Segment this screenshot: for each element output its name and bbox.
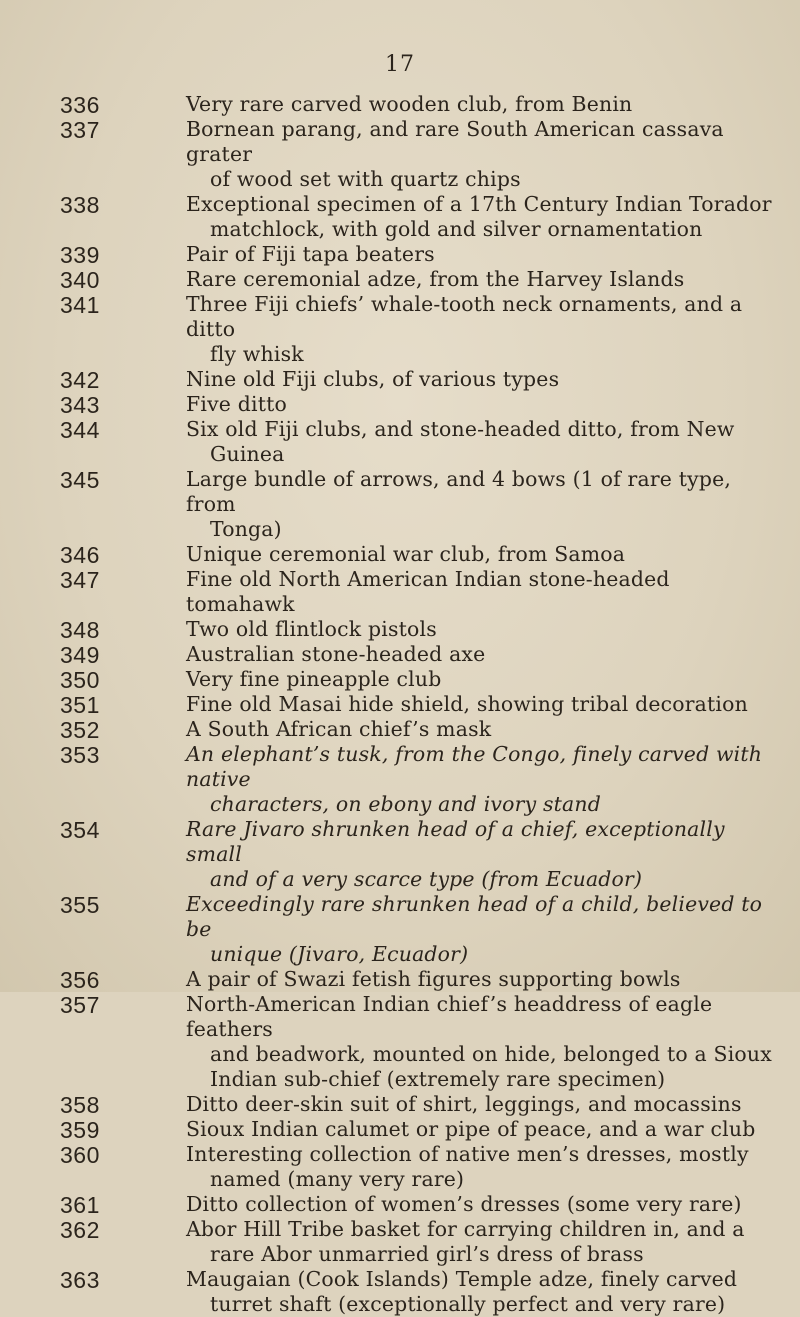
- lot-entry: [0, 1117, 800, 1142]
- description-line: Rare Jivaro shrunken head of a chief, exceptionally small: [186, 817, 725, 866]
- lot-description: [186, 892, 774, 967]
- description-line: of wood set with quartz chips: [210, 167, 521, 191]
- lot-entry: [0, 292, 800, 367]
- description-line: Indian sub-chief (extremely rare specimen): [210, 1067, 666, 1091]
- lot-entry: [0, 742, 800, 817]
- description-line: named (many very rare): [210, 1167, 465, 1191]
- lot-description: [186, 1142, 774, 1192]
- lot-description: [186, 267, 774, 292]
- lot-description: [186, 642, 774, 667]
- description-line: and of a very scarce type (from Ecuador): [210, 867, 643, 891]
- description-line: Ditto deer-skin suit of shirt, leggings, and mocassins: [186, 1092, 742, 1116]
- lot-number: 337: [60, 117, 100, 143]
- description-line: Interesting collection of native men’s dresses, mostly: [186, 1142, 749, 1166]
- lot-entry: [0, 667, 800, 692]
- description-line: turret shaft (exceptionally perfect and very rare): [210, 1292, 726, 1316]
- lot-entry: [0, 717, 800, 742]
- description-line: Nine old Fiji clubs, of various types: [186, 367, 560, 391]
- description-line: Maugaian (Cook Islands) Temple adze, finely carved: [186, 1267, 738, 1291]
- description-line: Fine old Masai hide shield, showing tribal decoration: [186, 692, 748, 716]
- lot-number: 339: [60, 242, 100, 268]
- lot-entry: [0, 967, 800, 992]
- description-line: Very fine pineapple club: [186, 667, 442, 691]
- description-line: Sioux Indian calumet or pipe of peace, and a war club: [186, 1117, 756, 1141]
- description-line: Guinea: [210, 442, 285, 466]
- lot-list: [0, 92, 800, 1317]
- lot-description: [186, 192, 774, 242]
- description-line: Large bundle of arrows, and 4 bows (1 of rare type, from: [186, 467, 732, 516]
- lot-number: 344: [60, 417, 100, 443]
- description-line: Six old Fiji clubs, and stone-headed ditto, from New: [186, 417, 735, 441]
- lot-entry: [0, 417, 800, 467]
- lot-description: [186, 242, 774, 267]
- description-line: rare Abor unmarried girl’s dress of brass: [210, 1242, 644, 1266]
- lot-description: [186, 667, 774, 692]
- lot-entry: [0, 367, 800, 392]
- description-line: Five ditto: [186, 392, 287, 416]
- description-line: Exceptional specimen of a 17th Century Indian Torador: [186, 192, 772, 216]
- lot-description: [186, 1267, 774, 1317]
- lot-description: [186, 467, 774, 542]
- lot-entry: [0, 992, 800, 1092]
- description-line: Bornean parang, and rare South American cassava grater: [186, 117, 724, 166]
- description-line: Exceedingly rare shrunken head of a child, believed to be: [186, 892, 763, 941]
- lot-entry: [0, 1092, 800, 1117]
- lot-entry: [0, 192, 800, 242]
- lot-entry: [0, 542, 800, 567]
- lot-number: 360: [60, 1142, 100, 1168]
- lot-description: [186, 992, 774, 1092]
- lot-description: [186, 1092, 774, 1117]
- lot-description: [186, 567, 774, 617]
- lot-number: 352: [60, 717, 100, 743]
- lot-entry: [0, 567, 800, 617]
- lot-number: 353: [60, 742, 100, 768]
- lot-number: 338: [60, 192, 100, 218]
- lot-description: [186, 617, 774, 642]
- lot-entry: [0, 467, 800, 542]
- lot-entry: [0, 92, 800, 117]
- lot-description: [186, 392, 774, 417]
- lot-number: 361: [60, 1192, 100, 1218]
- description-line: Abor Hill Tribe basket for carrying children in, and a: [186, 1217, 745, 1241]
- lot-number: 351: [60, 692, 100, 718]
- description-line: Two old flintlock pistols: [186, 617, 437, 641]
- lot-number: 363: [60, 1267, 100, 1293]
- lot-number: 341: [60, 292, 100, 318]
- lot-number: 355: [60, 892, 100, 918]
- lot-entry: [0, 692, 800, 717]
- lot-number: 340: [60, 267, 100, 293]
- lot-number: 356: [60, 967, 100, 993]
- lot-description: [186, 717, 774, 742]
- lot-description: [186, 542, 774, 567]
- lot-number: 336: [60, 92, 100, 118]
- description-line: Tonga): [210, 517, 282, 541]
- lot-entry: [0, 617, 800, 642]
- description-line: and beadwork, mounted on hide, belonged to a Sioux: [210, 1042, 772, 1066]
- description-line: Ditto collection of women’s dresses (some very rare): [186, 1192, 742, 1216]
- lot-entry: [0, 1142, 800, 1192]
- description-line: fly whisk: [210, 342, 304, 366]
- description-line: Rare ceremonial adze, from the Harvey Islands: [186, 267, 685, 291]
- lot-description: [186, 1217, 774, 1267]
- description-line: Very rare carved wooden club, from Benin: [186, 92, 633, 116]
- lot-entry: [0, 1267, 800, 1317]
- description-line: North-American Indian chief’s headdress of eagle feathers: [186, 992, 713, 1041]
- description-line: characters, on ebony and ivory stand: [210, 792, 601, 816]
- lot-number: 342: [60, 367, 100, 393]
- description-line: Australian stone-headed axe: [186, 642, 486, 666]
- lot-entry: [0, 1192, 800, 1217]
- lot-entry: [0, 892, 800, 967]
- lot-description: [186, 1192, 774, 1217]
- lot-number: 346: [60, 542, 100, 568]
- lot-entry: [0, 242, 800, 267]
- lot-description: [186, 692, 774, 717]
- description-line: A South African chief’s mask: [186, 717, 492, 741]
- lot-number: 343: [60, 392, 100, 418]
- lot-number: 359: [60, 1117, 100, 1143]
- lot-number: 357: [60, 992, 100, 1018]
- page-number: 17: [385, 52, 415, 77]
- description-line: Unique ceremonial war club, from Samoa: [186, 542, 626, 566]
- lot-description: [186, 742, 774, 817]
- description-line: unique (Jivaro, Ecuador): [210, 942, 469, 966]
- lot-entry: [0, 817, 800, 892]
- lot-number: 349: [60, 642, 100, 668]
- lot-entry: [0, 267, 800, 292]
- lot-description: [186, 967, 774, 992]
- lot-description: [186, 292, 774, 367]
- description-line: A pair of Swazi fetish figures supporting bowls: [186, 967, 681, 991]
- lot-description: [186, 117, 774, 192]
- description-line: An elephant’s tusk, from the Congo, finely carved with native: [186, 742, 763, 791]
- lot-description: [186, 92, 774, 117]
- lot-description: [186, 817, 774, 892]
- lot-description: [186, 367, 774, 392]
- lot-number: 348: [60, 617, 100, 643]
- lot-number: 347: [60, 567, 100, 593]
- lot-description: [186, 417, 774, 467]
- description-line: Pair of Fiji tapa beaters: [186, 242, 435, 266]
- lot-description: [186, 1117, 774, 1142]
- lot-entry: [0, 392, 800, 417]
- description-line: Fine old North American Indian stone-headed tomahawk: [186, 567, 670, 616]
- lot-number: 358: [60, 1092, 100, 1118]
- lot-number: 354: [60, 817, 100, 843]
- description-line: Three Fiji chiefs’ whale-tooth neck ornaments, and a ditto: [186, 292, 743, 341]
- description-line: matchlock, with gold and silver ornamentation: [210, 217, 703, 241]
- lot-entry: [0, 642, 800, 667]
- lot-number: 350: [60, 667, 100, 693]
- lot-number: 345: [60, 467, 100, 493]
- lot-number: 362: [60, 1217, 100, 1243]
- lot-entry: [0, 117, 800, 192]
- lot-entry: [0, 1217, 800, 1267]
